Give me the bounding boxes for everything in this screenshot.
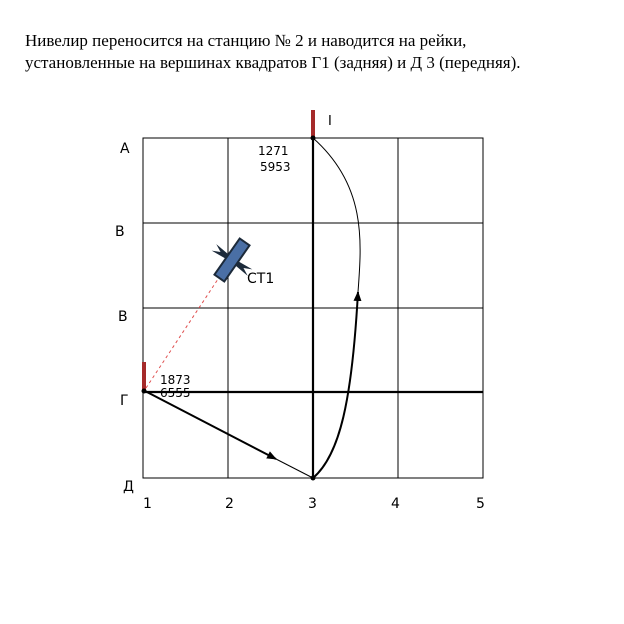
left-reading-1: 1873 (160, 373, 191, 387)
top-reading-2: 5953 (260, 160, 291, 174)
caption-line-2: установленные на вершинах квадратов Г1 (задняя) и Д 3 (передняя). (25, 53, 521, 72)
sight-line (146, 264, 228, 388)
move-arrow-1-tail (276, 459, 313, 478)
row-label-v: В (118, 309, 128, 325)
row-label-b: В (115, 224, 125, 240)
col-label-3: 3 (308, 496, 317, 512)
top-rod (311, 110, 315, 138)
col-label-4: 4 (391, 496, 400, 512)
column-labels (143, 496, 485, 512)
left-rod (142, 362, 146, 392)
top-rod-label: I (328, 114, 332, 129)
caption-line-1: Нивелир переносится на станцию № 2 и наводится на рейки, (25, 31, 467, 50)
row-label-a: А (120, 141, 130, 157)
row-labels (115, 141, 134, 495)
col-label-1: 1 (143, 496, 152, 512)
top-reading-1: 1271 (258, 144, 289, 158)
move-arrow-1 (145, 391, 276, 459)
col-label-5: 5 (476, 496, 485, 512)
move-arrow-2-upper (313, 138, 360, 292)
left-reading-2: 6555 (160, 386, 191, 400)
station-label: СТ1 (247, 271, 275, 287)
instrument-body (214, 239, 249, 282)
col-label-2: 2 (225, 496, 234, 512)
point-d3 (311, 476, 316, 481)
row-label-g: Г (120, 393, 129, 409)
row-label-d: Д (123, 479, 134, 495)
move-arrow-2 (313, 292, 358, 478)
